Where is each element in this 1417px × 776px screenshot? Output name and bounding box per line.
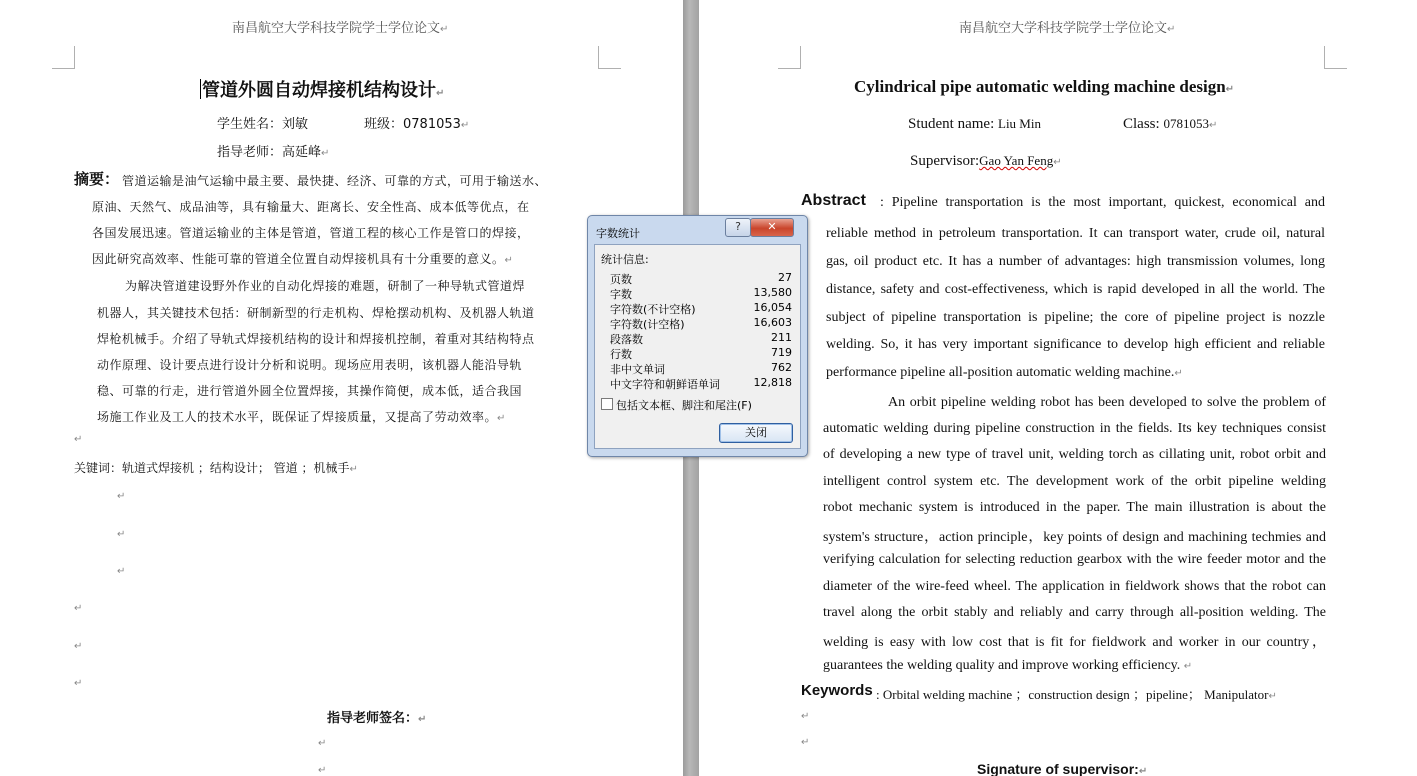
body-line: 动作原理、设计要点进行设计分析和说明。现场应用表明，该机器人能沿导轨 (97, 358, 523, 372)
word-count-dialog[interactable] (587, 215, 808, 457)
body-line-en: intelligent control system etc. The development work of the orbit pipeline welding (823, 474, 1326, 489)
abstract-line-en: reliable method in petroleum transportation. It can transport water, crude oil, natural (826, 226, 1325, 241)
paragraph-mark: ↵ (801, 711, 810, 722)
body-line-en: guarantees the welding quality and improve working efficiency. ↵ (823, 658, 1193, 673)
abstract-line: 管道运输是油气运输中最主要、最快捷、经济、可靠的方式，可用于输送水、 (122, 174, 548, 188)
keywords-label-en: Keywords (801, 682, 873, 699)
checkbox-icon[interactable] (601, 398, 613, 410)
paper-title: 管道外圆自动焊接机结构设计↵ (202, 80, 445, 101)
stat-row-words: 字数 13,580 (610, 286, 792, 301)
body-line: 焊枪机械手。介绍了导轨式焊接机结构的设计和焊接机控制，着重对其结构特点 (97, 332, 535, 346)
signature-label: 指导老师签名：↵ (327, 711, 427, 726)
body-line-en: robot mechanic system is introduced in the paper. The main illustration is about the (823, 500, 1326, 515)
paragraph-mark: ↵ (117, 566, 126, 577)
close-button[interactable]: 关闭 (719, 423, 793, 443)
stat-row-chars-nospace: 字符数(不计空格) 16,054 (610, 301, 792, 316)
body-line-en: automatic welding during pipeline construction in the fields. Its key techniques consist (823, 421, 1326, 436)
student-name: 学生姓名：刘敏 (217, 117, 309, 132)
body-line: 场施工作业及工人的技术水平，既保证了焊接质量，又提高了劳动效率。↵ (97, 410, 506, 424)
abstract-line: 原油、天然气、成品油等，具有输量大、距离长、安全性高、成本低等优点，在 (92, 200, 530, 214)
body-line-en: welding is easy with low cost that is fit for fieldwork and worker in our country， (823, 635, 1326, 650)
dialog-titlebar[interactable] (588, 216, 807, 244)
supervisor-en: Supervisor:Gao Yan Feng↵ (910, 153, 1062, 169)
body-line-en: diameter of the wire-feed wheel. The application in fieldwork shows that the robot can (823, 579, 1326, 594)
dialog-body (594, 244, 801, 449)
dialog-title: 字数统计 (596, 227, 640, 240)
paragraph-mark: ↵ (74, 641, 83, 652)
paragraph-mark: ↵ (74, 434, 83, 445)
body-line: 机器人，其关键技术包括：研制新型的行走机构、焊枪摆动机构、及机器人轨道 (97, 306, 535, 320)
body-line-en: verifying calculation for selecting reduction gearbox with the wire feeder motor and the (823, 552, 1326, 567)
paragraph-mark: ↵ (74, 678, 83, 689)
paragraph-mark: ↵ (801, 737, 810, 748)
abstract-line-en: performance pipeline all-position automatic welding machine.↵ (826, 365, 1183, 380)
body-line-en: system's structure，action principle，key points of design and machining techmies and (823, 530, 1326, 545)
paragraph-mark: ↵ (318, 738, 327, 749)
abstract-line-en: gas, oil product etc. It has a number of advantages: high transmission volumes, long (826, 254, 1325, 269)
stats-label: 统计信息: (601, 253, 649, 266)
stat-row-nonchinese: 非中文单词 762 (610, 361, 792, 376)
abstract-line: 因此研究高效率、性能可靠的管道全位置自动焊接机具有十分重要的意义。↵ (92, 252, 514, 266)
close-icon[interactable]: ✕ (750, 218, 794, 237)
keywords-en: : Orbital welding machine ；construction design ；pipeline； Manipulator↵ (876, 687, 1277, 702)
stat-row-cjk: 中文字符和朝鲜语单词 12,818 (610, 376, 792, 391)
text-cursor (200, 79, 201, 99)
paragraph-mark: ↵ (318, 765, 327, 776)
paper-title-en: Cylindrical pipe automatic welding machine design↵ (854, 77, 1235, 96)
stat-row-lines: 行数 719 (610, 346, 792, 361)
class-number: 班级：0781053↵ (364, 117, 470, 132)
abstract-line-en: : Pipeline transportation is the most important, quickest, economical and (880, 195, 1325, 210)
stat-row-paragraphs: 段落数 211 (610, 331, 792, 346)
class-number-en: Class: 0781053↵ (1123, 116, 1218, 132)
help-button[interactable]: ? (725, 218, 751, 237)
body-line: 为解决管道建设野外作业的自动化焊接的难题，研制了一种导轨式管道焊 (125, 279, 526, 293)
abstract-line-en: welding. So, it has very important significance to develop high efficient and reliable (826, 337, 1325, 352)
crop-mark (52, 46, 75, 69)
keywords: 关键词：轨道式焊接机 ；结构设计； 管道 ；机械手↵ (74, 461, 358, 475)
crop-mark (1324, 46, 1347, 69)
paragraph-mark: ↵ (74, 603, 83, 614)
page-header: 南昌航空大学科技学院学士学位论文↵ (232, 21, 449, 36)
document-page-left[interactable] (0, 0, 683, 776)
body-line: 稳、可靠的行走，进行管道外圆全位置焊接，其操作简便，成本低，适合我国 (97, 384, 523, 398)
student-name-en: Student name: Liu Min (908, 116, 1041, 132)
abstract-line: 各国发展迅速。管道运输业的主体是管道，管道工程的核心工作是管口的焊接， (92, 226, 530, 240)
include-footnotes-checkbox[interactable]: 包括文本框、脚注和尾注(F) (601, 397, 752, 413)
abstract-line-en: distance, safety and cost-effectiveness, which is rapid developed in all the world. The (826, 282, 1325, 297)
crop-mark (778, 46, 801, 69)
body-line-en: of developing a new type of travel unit, welding torch as cillating unit, robot orbit and (823, 447, 1326, 462)
abstract-label: 摘要： (74, 170, 120, 188)
signature-label-en: Signature of supervisor:↵ (977, 761, 1148, 776)
stat-row-chars-space: 字符数(计空格) 16,603 (610, 316, 792, 331)
paragraph-mark: ↵ (117, 491, 126, 502)
body-line-en: An orbit pipeline welding robot has been developed to solve the problem of (888, 395, 1326, 410)
stat-row-pages: 页数 27 (610, 271, 792, 286)
abstract-line-en: subject of pipeline transportation is pipeline; the core of pipeline project is nozzle (826, 310, 1325, 325)
paragraph-mark: ↵ (117, 529, 126, 540)
page-header: 南昌航空大学科技学院学士学位论文↵ (959, 21, 1176, 36)
crop-mark (598, 46, 621, 69)
body-line-en: travel along the orbit stably and reliably and carry through all-position welding. The (823, 605, 1326, 620)
abstract-label-en: Abstract (801, 192, 866, 209)
advisor-name: 指导老师：高延峰↵ (217, 145, 330, 160)
